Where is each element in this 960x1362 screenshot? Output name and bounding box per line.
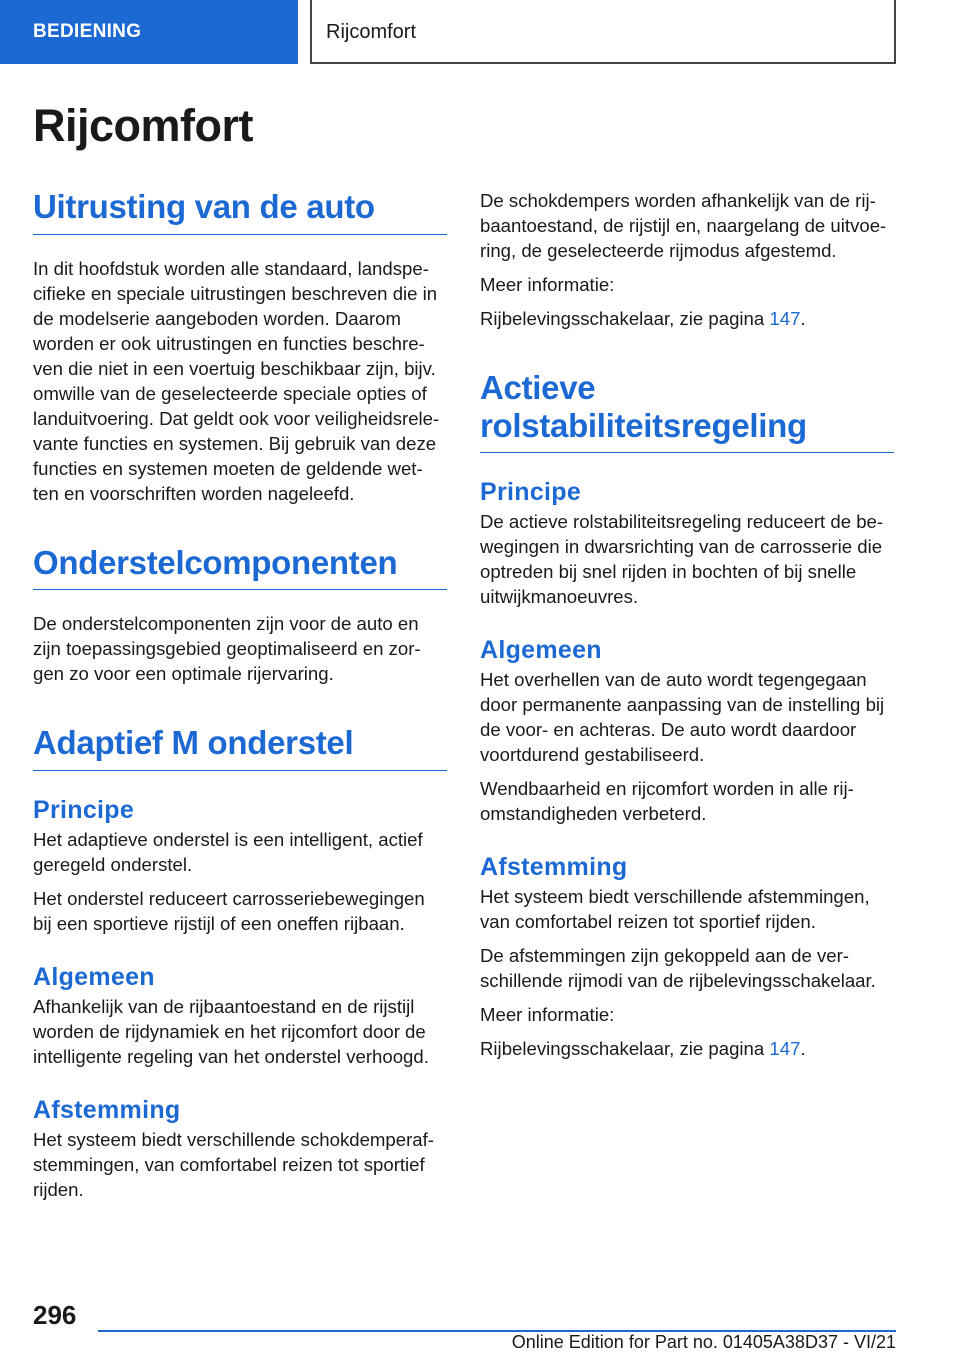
text-line: rijden. bbox=[33, 1178, 84, 1200]
text-line: De schokdempers worden afhankelijk van de rij- bbox=[480, 190, 876, 211]
subheading-principe: Principe bbox=[480, 478, 582, 507]
meer-informatie-label: Meer informatie: bbox=[480, 274, 615, 295]
text-line: Het overhellen van de auto wordt tegengegaan bbox=[480, 669, 867, 691]
subheading-afstemming: Afstemming bbox=[33, 1095, 181, 1124]
page-link[interactable]: 147 bbox=[769, 1038, 801, 1060]
text-line: omstandigheden verbeterd. bbox=[480, 803, 707, 825]
text-line: De actieve rolstabiliteitsregeling reduceert de be- bbox=[480, 511, 884, 533]
meer-informatie-label: Meer informatie: bbox=[480, 1004, 615, 1026]
page-number: 296 bbox=[33, 1300, 77, 1330]
text-line: ten en voorschriften worden nageleefd. bbox=[33, 482, 355, 504]
reference-end: . bbox=[800, 1038, 806, 1060]
text-line: Het systeem biedt verschillende schokdemperaf- bbox=[33, 1128, 434, 1150]
text-line: omwille van de geselecteerde speciale opties of bbox=[33, 382, 427, 404]
subheading-algemeen: Algemeen bbox=[33, 962, 155, 991]
text-line: ring, de geselecteerde rijmodus afgestemd. bbox=[480, 240, 837, 261]
text-line: stemmingen, van comfortabel reizen tot sportief bbox=[33, 1153, 425, 1175]
text-line: landuitvoering. Dat geldt ook voor veiligheidsrele- bbox=[33, 407, 440, 429]
section-heading-actieve-rolstabiliteit bbox=[480, 369, 894, 453]
text-line: schillende rijmodi van de rijbelevingsschakelaar. bbox=[480, 970, 876, 992]
text-line: bij een sportieve rijstijl of een oneffen rijbaan. bbox=[33, 912, 405, 934]
text-line: Het systeem biedt verschillende afstemmingen, bbox=[480, 886, 870, 908]
text-line: worden er ook uitrustingen en functies beschre- bbox=[33, 332, 425, 354]
heading-line: Actieve bbox=[480, 369, 596, 406]
text-line: wegingen in dwarsrichting van de carrosserie die bbox=[480, 536, 883, 558]
text-line: intelligente regeling van het onderstel verhoogd. bbox=[33, 1045, 429, 1067]
paragraph-principe-2 bbox=[33, 886, 447, 936]
text-line: Het onderstel reduceert carrosseriebewegingen bbox=[33, 887, 425, 909]
text-line: voortdurend gestabiliseerd. bbox=[480, 744, 705, 766]
paragraph-uitrusting bbox=[33, 256, 447, 506]
paragraph-principe-1 bbox=[33, 827, 447, 877]
text-line: vante functies en systemen. Bij gebruik van deze bbox=[33, 432, 437, 454]
text-line: van comfortabel reizen tot sportief rijden. bbox=[480, 911, 816, 933]
paragraph-algemeen bbox=[33, 994, 447, 1069]
section-tab: BEDIENING bbox=[0, 0, 298, 64]
cross-reference bbox=[480, 1036, 894, 1061]
cross-reference bbox=[480, 306, 894, 331]
paragraph-onderstelcomponenten bbox=[33, 611, 447, 686]
text-line: De afstemmingen zijn gekoppeld aan de ver- bbox=[480, 945, 849, 967]
text-line: baantoestand, de rijstijl en, naargelang de uitvoe- bbox=[480, 215, 887, 236]
text-line: de voor- en achteras. De auto wordt daardoor bbox=[480, 719, 857, 741]
subheading-algemeen: Algemeen bbox=[480, 636, 602, 665]
text-line: functies en systemen moeten de geldende wet- bbox=[33, 457, 423, 479]
paragraph-principe bbox=[480, 509, 894, 609]
page-link[interactable]: 147 bbox=[769, 308, 801, 329]
text-line: In dit hoofdstuk worden alle standaard, landspe- bbox=[33, 257, 429, 279]
heading-line: rolstabiliteitsregeling bbox=[480, 406, 807, 444]
text-line: worden de rijdynamiek en het rijcomfort door de bbox=[33, 1020, 426, 1042]
page-title: Rijcomfort bbox=[33, 100, 253, 151]
paragraph-afstemming-1 bbox=[480, 884, 894, 934]
right-column bbox=[480, 188, 894, 1061]
paragraph-schokdempers bbox=[480, 188, 894, 263]
reference-text: Rijbelevingsschakelaar, zie pagina bbox=[480, 308, 770, 329]
section-heading-adaptief: Adaptief M onderstel bbox=[33, 724, 447, 771]
section-heading-uitrusting: Uitrusting van de auto bbox=[33, 188, 447, 235]
reference-text: Rijbelevingsschakelaar, zie pagina bbox=[480, 1038, 770, 1060]
text-line: ven die niet in een voertuig beschikbaar zijn, bijv. bbox=[33, 357, 436, 379]
paragraph-algemeen-2 bbox=[480, 776, 894, 826]
text-line: De onderstelcomponenten zijn voor de auto en bbox=[33, 613, 419, 635]
paragraph-afstemming-2 bbox=[480, 943, 894, 993]
text-line: optreden bij snel rijden in bochten of bij snelle bbox=[480, 561, 857, 583]
edition-note: Online Edition for Part no. 01405A38D37 - VI/21 bbox=[511, 1332, 896, 1352]
text-line: Wendbaarheid en rijcomfort worden in alle rij- bbox=[480, 778, 854, 800]
text-line: Afhankelijk van de rijbaantoestand en de rijstijl bbox=[33, 995, 415, 1017]
text-line: Het adaptieve onderstel is een intelligent, actief bbox=[33, 828, 423, 850]
text-line: uitwijkmanoeuvres. bbox=[480, 586, 639, 608]
text-line: de modelserie aangeboden worden. Daarom bbox=[33, 307, 401, 329]
subheading-afstemming: Afstemming bbox=[480, 853, 628, 882]
subheading-principe: Principe bbox=[33, 795, 135, 824]
left-column bbox=[33, 188, 447, 1202]
paragraph-afstemming bbox=[33, 1127, 447, 1202]
page-tab: Rijcomfort bbox=[310, 0, 896, 64]
paragraph-algemeen-1 bbox=[480, 667, 894, 767]
text-line: geregeld onderstel. bbox=[33, 853, 193, 875]
section-heading-onderstelcomponenten: Onderstelcomponenten bbox=[33, 544, 447, 591]
text-line: zijn toepassingsgebied geoptimaliseerd en zor- bbox=[33, 638, 421, 660]
text-line: door permanente aanpassing van de instelling bij bbox=[480, 694, 885, 716]
text-line: cifieke en speciale uitrustingen beschreven die in bbox=[33, 282, 438, 304]
text-line: gen zo voor een optimale rijervaring. bbox=[33, 663, 334, 685]
reference-end: . bbox=[800, 308, 806, 329]
